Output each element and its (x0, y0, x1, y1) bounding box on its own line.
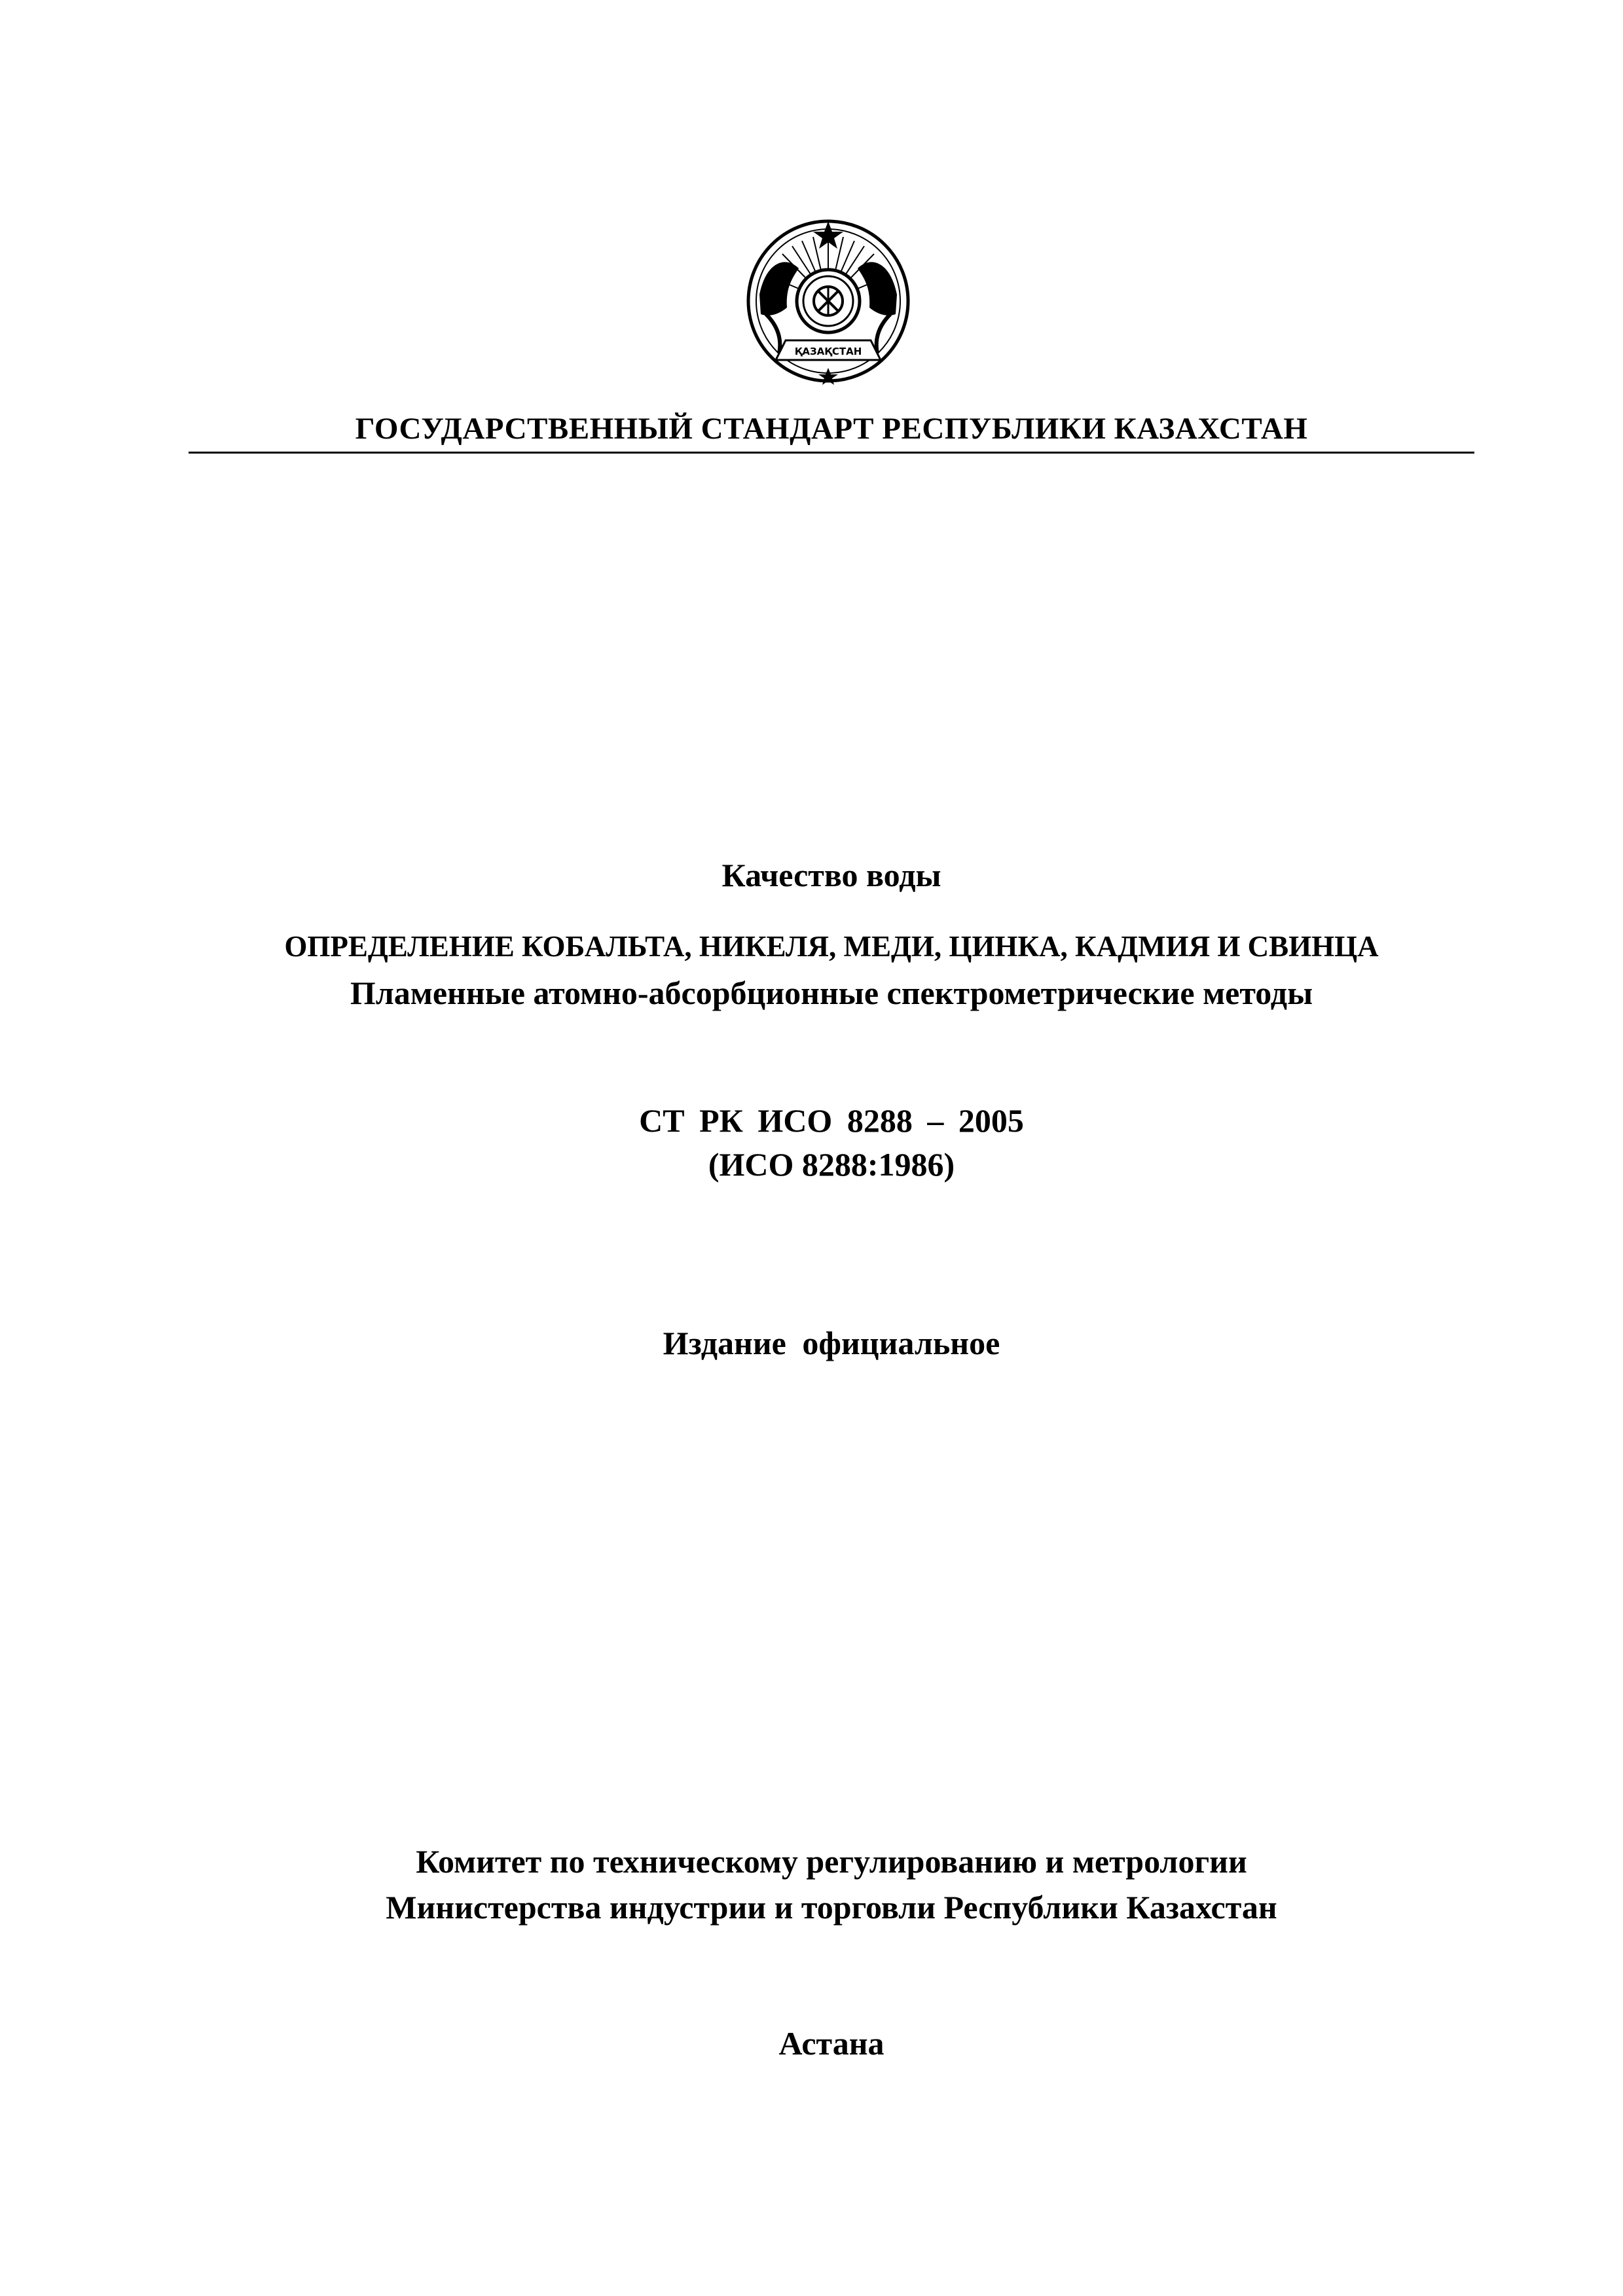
header-divider (189, 452, 1474, 454)
document-title-caps: ОПРЕДЕЛЕНИЕ КОБАЛЬТА, НИКЕЛЯ, МЕДИ, ЦИНКА, КАДМИЯ И СВИНЦА (284, 930, 1379, 963)
iso-reference: (ИСО 8288:1986) (708, 1146, 955, 1183)
publisher-line-2: Министерства индустрии и торговли Республики Казахстан (386, 1889, 1277, 1926)
standard-header-title: ГОСУДАРСТВЕННЫЙ СТАНДАРТ РЕСПУБЛИКИ КАЗАХСТАН (355, 412, 1308, 446)
document-subject: Качество воды (721, 857, 941, 893)
edition-label: Издание официальное (663, 1325, 1000, 1361)
standard-code: СТ РК ИСО 8288 – 2005 (639, 1102, 1024, 1139)
publisher-line-1: Комитет по техническому регулированию и метрологии (416, 1843, 1247, 1880)
document-title-method: Пламенные атомно-абсорбционные спектрометрические методы (350, 975, 1313, 1011)
state-emblem-icon (740, 216, 917, 386)
emblem-ribbon-text: ҚАЗАҚСТАН (794, 346, 862, 357)
publication-city: Астана (778, 2025, 884, 2062)
